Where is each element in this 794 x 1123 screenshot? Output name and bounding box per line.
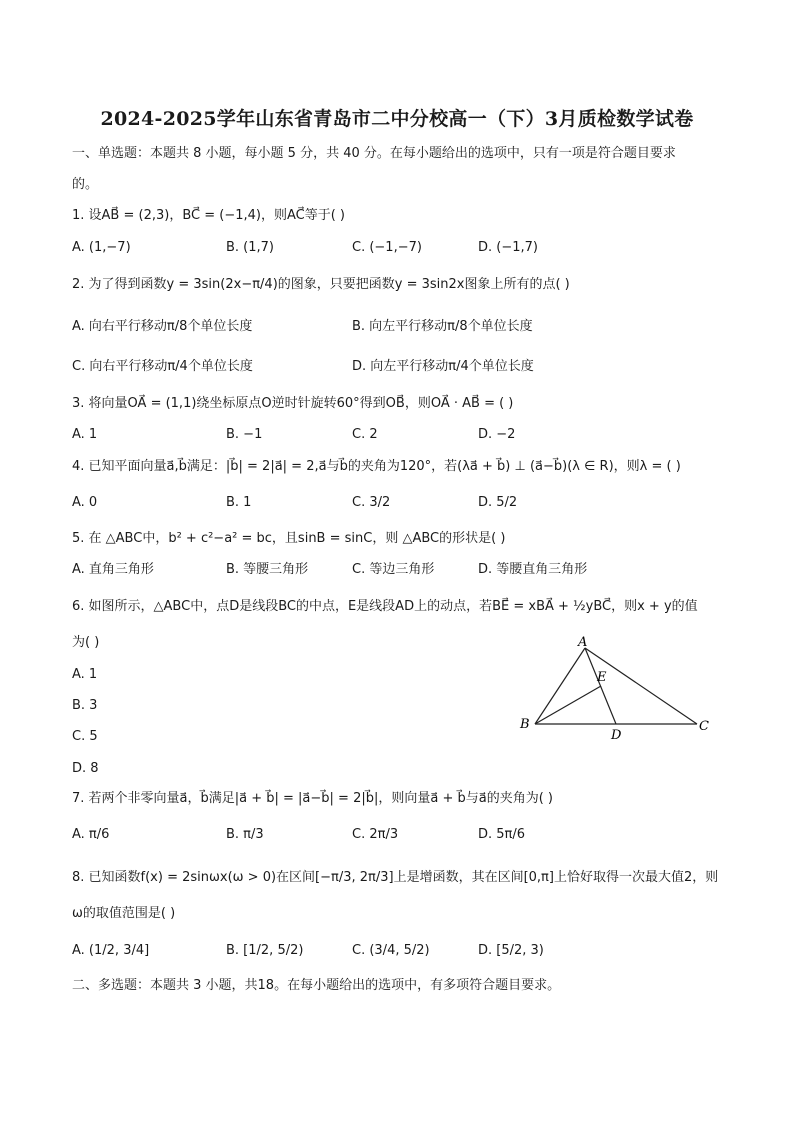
q6-option-d: D. 8 (72, 761, 99, 776)
q3-option-d: D. −2 (478, 427, 516, 442)
exam-title: 2024-2025学年山东省青岛市二中分校高一（下）3月质检数学试卷 (100, 108, 694, 130)
q2-option-b: B. 向左平行移动π/8个单位长度 (352, 319, 533, 334)
question-8-stem-cont: ω的取值范围是( ) (72, 906, 176, 921)
question-2-stem: 2. 为了得到函数y = 3sin(2x−π/4)的图象，只要把函数y = 3sin2x图象上所有的点( ) (72, 277, 570, 292)
section2-heading: 二、多选题：本题共 3 小题，共18。在每小题给出的选项中，有多项符合题目要求。 (72, 978, 561, 993)
q5-option-d: D. 等腰直角三角形 (478, 562, 588, 577)
q8-option-b: B. [1/2, 5/2) (226, 943, 304, 958)
q3-option-b: B. −1 (226, 427, 263, 442)
label-d: D (611, 728, 622, 743)
q6-option-c: C. 5 (72, 729, 98, 744)
q4-option-c: C. 3/2 (352, 495, 391, 510)
q5-option-a: A. 直角三角形 (72, 562, 154, 577)
q5-option-b: B. 等腰三角形 (226, 562, 309, 577)
q7-option-b: B. π/3 (226, 827, 264, 842)
q5-option-c: C. 等边三角形 (352, 562, 435, 577)
q7-option-c: C. 2π/3 (352, 827, 399, 842)
triangle-figure (512, 636, 722, 746)
label-e: E (597, 670, 607, 685)
q4-option-b: B. 1 (226, 495, 252, 510)
section1-heading: 一、单选题：本题共 8 小题，每小题 5 分，共 40 分。在每小题给出的选项中，只有一项是符合题目要求 (72, 146, 676, 161)
question-4-stem: 4. 已知平面向量a⃗,b⃗满足：|b⃗| = 2|a⃗| = 2,a⃗与b⃗的夹角为120°，若(λa⃗ + b⃗) ⊥ (a⃗−b⃗)(λ ∈ R)，则λ = ( ) (72, 459, 681, 474)
q1-option-c: C. (−1,−7) (352, 240, 422, 255)
q8-option-d: D. [5/2, 3) (478, 943, 544, 958)
question-3-stem: 3. 将向量OA⃗ = (1,1)绕坐标原点O逆时针旋转60°得到OB⃗，则OA⃗ · AB⃗ = ( ) (72, 396, 514, 411)
segment-be (535, 686, 601, 724)
q1-option-a: A. (1,−7) (72, 240, 131, 255)
question-6-stem: 6. 如图所示，△ABC中，点D是线段BC的中点，E是线段AD上的动点，若BE⃗ = xBA⃗ + ½yBC⃗，则x + y的值 (72, 599, 698, 614)
q8-option-c: C. (3/4, 5/2) (352, 943, 430, 958)
q2-option-c: C. 向右平行移动π/4个单位长度 (72, 359, 253, 374)
section1-heading-cont: 的。 (72, 177, 99, 192)
q3-option-a: A. 1 (72, 427, 98, 442)
question-8-stem: 8. 已知函数f(x) = 2sinωx(ω > 0)在区间[−π/3, 2π/3]上是增函数，其在区间[0,π]上恰好取得一次最大值2，则 (72, 870, 719, 885)
label-c: C (699, 719, 709, 734)
q8-option-a: A. (1/2, 3/4] (72, 943, 150, 958)
q7-option-d: D. 5π/6 (478, 827, 526, 842)
q6-option-b: B. 3 (72, 698, 98, 713)
edge-ac (585, 648, 697, 724)
edge-ab (535, 648, 585, 724)
q4-option-a: A. 0 (72, 495, 98, 510)
q1-option-b: B. (1,7) (226, 240, 275, 255)
label-a: A (578, 636, 588, 650)
label-b: B (520, 717, 530, 732)
question-6-stem-cont: 为( ) (72, 635, 100, 650)
question-1-stem: 1. 设AB⃗ = (2,3)，BC⃗ = (−1,4)，则AC⃗等于( ) (72, 208, 345, 223)
q2-option-a: A. 向右平行移动π/8个单位长度 (72, 319, 253, 334)
q3-option-c: C. 2 (352, 427, 378, 442)
q2-option-d: D. 向左平行移动π/4个单位长度 (352, 359, 534, 374)
q6-option-a: A. 1 (72, 667, 98, 682)
q7-option-a: A. π/6 (72, 827, 110, 842)
q4-option-d: D. 5/2 (478, 495, 518, 510)
q1-option-d: D. (−1,7) (478, 240, 538, 255)
question-7-stem: 7. 若两个非零向量a⃗，b⃗满足|a⃗ + b⃗| = |a⃗−b⃗| = 2|b⃗|，则向量a⃗ + b⃗与a⃗的夹角为( ) (72, 791, 553, 806)
question-5-stem: 5. 在 △ABC中，b² + c²−a² = bc，且sinB = sinC，则 △ABC的形状是( ) (72, 531, 506, 546)
